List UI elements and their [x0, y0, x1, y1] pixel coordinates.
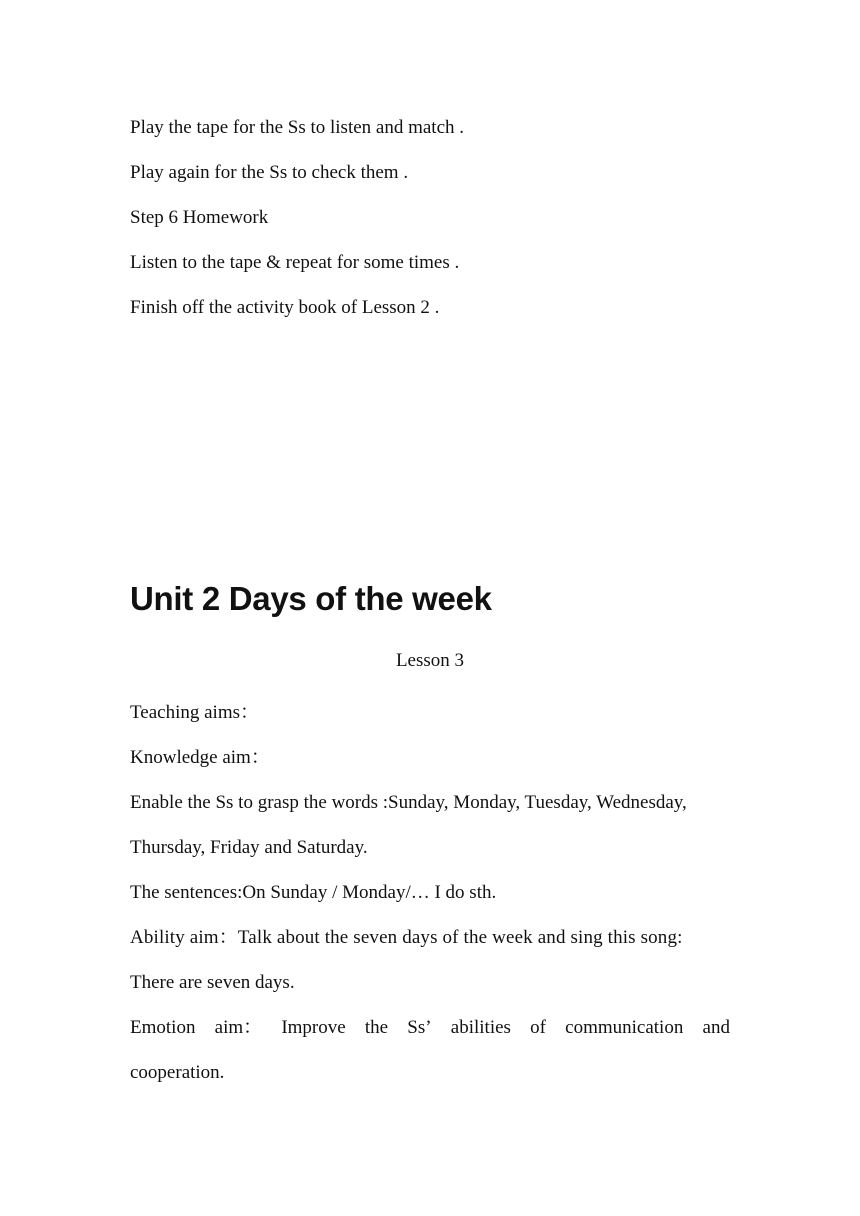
- emotion-aim-continued: cooperation.: [130, 1062, 225, 1083]
- paragraph-line: Play the tape for the Ss to listen and match .: [130, 117, 465, 138]
- sentences-line: The sentences:On Sunday / Monday/… I do sth.: [130, 882, 497, 903]
- emotion-aim-word: and: [702, 1017, 730, 1038]
- emotion-aim-word: abilities: [450, 1017, 511, 1038]
- emotion-aim-word: the: [364, 1017, 389, 1038]
- paragraph-line: Play again for the Ss to check them .: [130, 162, 409, 183]
- emotion-aim-word: Ss’: [407, 1017, 432, 1038]
- emotion-aim-line: [130, 1017, 730, 1039]
- unit-title: Unit 2 Days of the week: [130, 580, 492, 617]
- teaching-aims-label: Teaching aims：: [130, 702, 259, 723]
- ability-aim-continued: There are seven days.: [130, 972, 295, 993]
- emotion-aim-word: aim：: [214, 1017, 263, 1038]
- words-line: [130, 792, 735, 814]
- lesson-title: Lesson 3: [395, 650, 465, 671]
- words-line-text: Enable the Ss to grasp the words :Sunday, Monday, Tuesday, Wednesday,: [130, 792, 687, 813]
- emotion-aim-word: Improve: [281, 1017, 346, 1038]
- words-line-continued: Thursday, Friday and Saturday.: [130, 837, 368, 858]
- paragraph-line: Finish off the activity book of Lesson 2 .: [130, 297, 440, 318]
- emotion-aim-word: Emotion: [130, 1017, 196, 1038]
- knowledge-aim-label: Knowledge aim：: [130, 747, 270, 768]
- step-heading: Step 6 Homework: [130, 207, 269, 228]
- emotion-aim-word: of: [530, 1017, 546, 1038]
- emotion-aim-word: communication: [565, 1017, 684, 1038]
- paragraph-line: Listen to the tape & repeat for some times .: [130, 252, 460, 273]
- ability-aim-line: Ability aim：Talk about the seven days of the week and sing this song:: [130, 927, 683, 948]
